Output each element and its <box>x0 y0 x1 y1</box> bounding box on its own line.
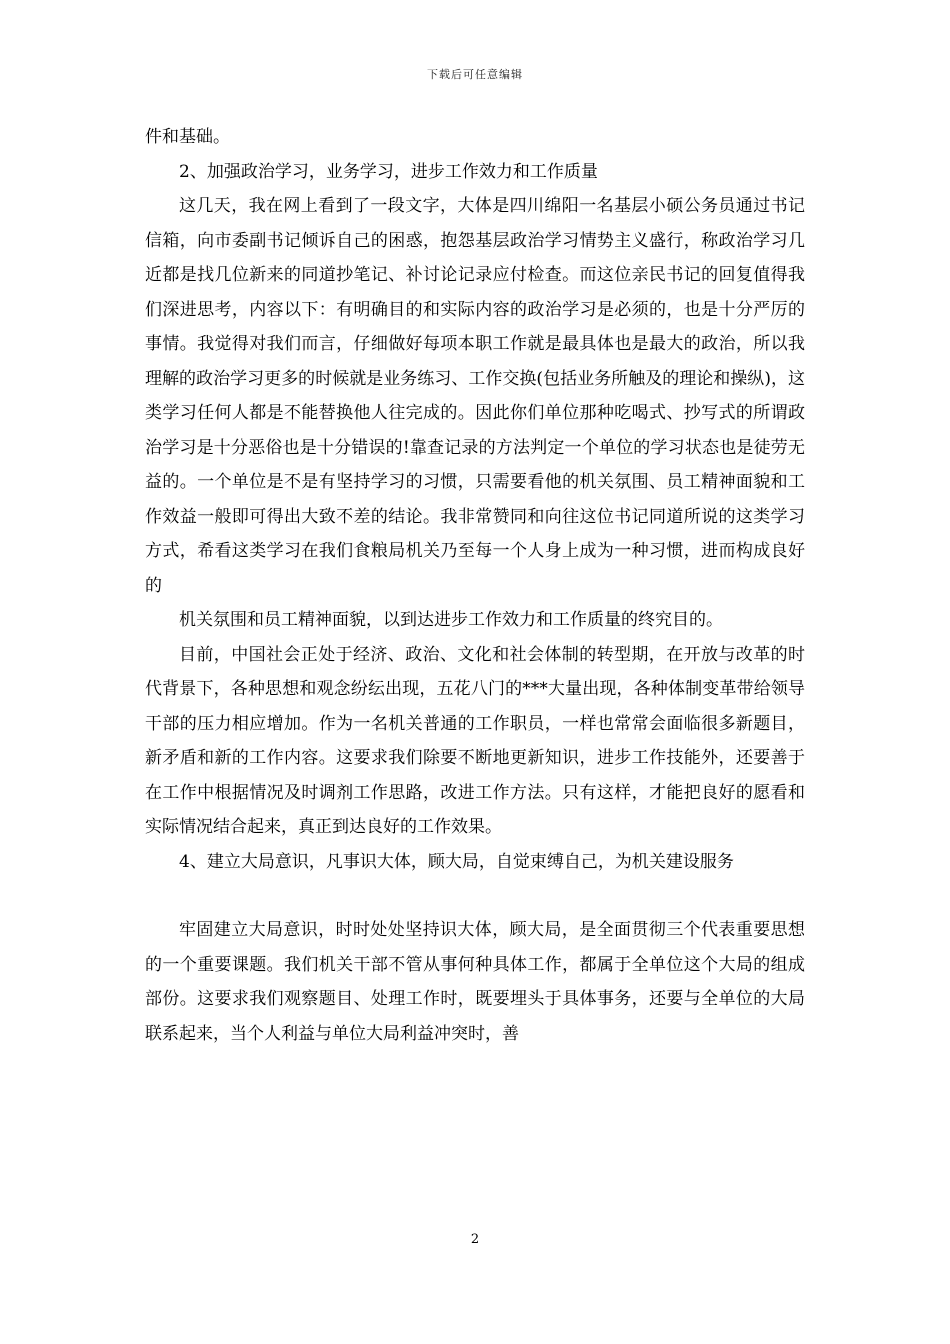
paragraph-study-story: 这几天，我在网上看到了一段文字，大体是四川绵阳一名基层小硕公务员通过书记信箱，向市委副书记倾诉自己的困惑，抱怨基层政治学习情势主义盛行，称政治学习几近都是找几位新来的同道抄笔记、补讨论记录应付检查。而这位亲民书记的回复值得我们深进思考，内容以下：有明确目的和实际内容的政治学习是必须的，也是十分严厉的事情。我觉得对我们而言，仔细做好每项本职工作就是最具体也是最大的政治，所以我理解的政治学习更多的时候就是业务练习、工作交换(包括业务所触及的理论和操纵)，这类学习任何人都是不能替换他人往完成的。因此你们单位那种吃喝式、抄写式的所谓政治学习是十分恶俗也是十分错误的!靠查记录的方法判定一个单位的学习状态也是徒劳无益的。一个单位是不是有坚持学习的习惯，只需要看他的机关氛围、员工精神面貌和工作效益一般即可得出大致不差的结论。我非常赞同和向往这位书记同道所说的这类学习方式，希看这类学习在我们食粮局机关乃至每一个人身上成为一种习惯，进而构成良好的 <box>145 196 805 596</box>
paragraph-big-picture: 牢固建立大局意识，时时处处坚持识大体，顾大局，是全面贯彻三个代表重要思想的一个重要课题。我们机关干部不管从事何种具体工作，都属于全单位这个大局的组成部份。这要求我们观察题目、处理工作时，既要埋头于具体事务，还要与全单位的大局联系起来，当个人利益与单位大局利益冲突时，善 <box>145 920 805 1044</box>
paragraph-continuation: 件和基础。 <box>145 127 230 147</box>
page-header: 下载后可任意编辑 <box>427 68 523 81</box>
page-number: 2 <box>470 1232 480 1247</box>
document-body <box>145 120 805 1051</box>
section-heading-2: 2、加强政治学习，业务学习，进步工作效力和工作质量 <box>179 161 598 182</box>
paragraph-social-transition: 目前，中国社会正处于经济、政治、文化和社会体制的转型期，在开放与改革的时代背景下，各种思想和观念纷纭出现，五花八门的***大量出现，各种体制变革带给领导干部的压力相应增加。作为一名机关普通的工作职员，一样也常常会面临很多新题目，新矛盾和新的工作内容。这要求我们除要不断地更新知识，进步工作技能外，还要善于在工作中根据情况及时调剂工作思路，改进工作方法。只有这样，才能把良好的愿看和实际情况结合起来，真正到达良好的工作效果。 <box>145 644 805 837</box>
paragraph-study-conclusion: 机关氛围和员工精神面貌，以到达进步工作效力和工作质量的终究目的。 <box>179 610 723 630</box>
section-heading-4: 4、建立大局意识，凡事识大体，顾大局，自觉束缚自己，为机关建设服务 <box>179 851 734 872</box>
